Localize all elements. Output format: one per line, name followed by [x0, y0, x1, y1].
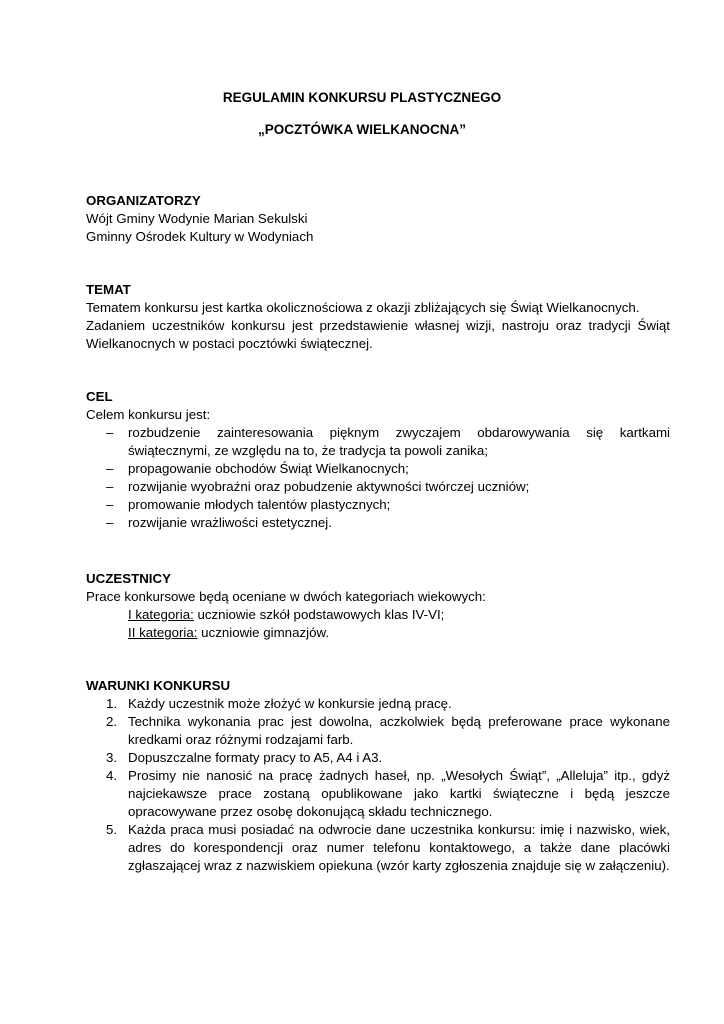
section-conditions: [86, 677, 670, 875]
list-item: [106, 695, 670, 713]
topic-text: Zadaniem uczestników konkursu jest przedstawienie własnej wizji, nastroju oraz tradycji Świąt Wielkanocnych w postaci pocztówki świątecznej.: [86, 318, 670, 351]
conditions-list: [86, 695, 670, 875]
participants-heading: UCZESTNICY: [86, 571, 171, 586]
category-2-label: II kategoria:: [128, 625, 198, 640]
document-subtitle: „POCZTÓWKA WIELKANOCNA”: [258, 122, 466, 137]
conditions-heading: WARUNKI KONKURSU: [86, 678, 231, 693]
item-number: 2.: [106, 714, 118, 729]
item-text: Technika wykonania prac jest dowolna, aczkolwiek będą preferowane prace wykonane kredkami oraz różnymi rodzajami farb.: [128, 714, 670, 747]
participants-intro: Prace konkursowe będą oceniane w dwóch kategoriach wiekowych:: [86, 589, 486, 604]
item-number: 1.: [106, 696, 118, 711]
category-1-text: uczniowie szkół podstawowych klas IV-VI;: [193, 607, 445, 622]
item-text: Każda praca musi posiadać na odwrocie dane uczestnika konkursu: imię i nazwisko, wiek, adres do korespondencji oraz numer telefonu kontaktowego, a także dane placówki zgłaszającej wraz z nazwiskiem opiekuna (wzór karty zgłoszenia znajduje się w załączeniu).: [128, 822, 670, 873]
list-item: – promowanie młodych talentów plastycznych;: [128, 496, 670, 514]
category-1-label: I kategoria:: [128, 607, 194, 622]
item-text: Każdy uczestnik może złożyć w konkursie jedną pracę.: [128, 696, 452, 711]
goal-intro: Celem konkursu jest:: [86, 407, 211, 422]
item-number: 4.: [106, 768, 118, 783]
list-item: – rozwijanie wyobraźni oraz pobudzenie aktywności twórczej uczniów;: [128, 478, 670, 496]
goal-list: [86, 424, 670, 532]
section-topic: [86, 281, 670, 353]
list-item: [106, 767, 670, 821]
list-item: – propagowanie obchodów Świąt Wielkanocnych;: [128, 460, 670, 478]
item-text: Dopuszczalne formaty pracy to A5, A4 i A3.: [128, 750, 383, 765]
organizer-line: Gminny Ośrodek Kultury w Wodyniach: [86, 229, 314, 244]
topic-heading: TEMAT: [86, 282, 131, 297]
item-text: Prosimy nie nanosić na pracę żadnych haseł, np. „Wesołych Świąt”, „Alleluja” itp., gdyż najciekawsze prace zostaną opublikowane jako kartki świąteczne i będą jeszcze opracowywane przez osobę dokonującą składu technicznego.: [128, 768, 670, 819]
category-2: [86, 624, 670, 642]
topic-text: Tematem konkursu jest kartka okolicznościowa z okazji zbliżających się Świąt Wielkanocnych.: [86, 300, 640, 315]
section-organizers: [86, 192, 670, 246]
goal-heading: CEL: [86, 389, 113, 404]
category-2-text: uczniowie gimnazjów.: [197, 625, 330, 640]
section-goal: [86, 388, 670, 532]
item-number: 5.: [106, 822, 118, 837]
list-item: [106, 821, 670, 875]
list-item: [106, 713, 670, 749]
document-title: REGULAMIN KONKURSU PLASTYCZNEGO: [222, 90, 502, 105]
organizer-line: Wójt Gminy Wodynie Marian Sekulski: [86, 211, 308, 226]
list-item: [106, 749, 670, 767]
list-item: – rozwijanie wrażliwości estetycznej.: [128, 514, 670, 532]
section-participants: [86, 570, 670, 642]
category-1: [86, 606, 670, 624]
item-number: 3.: [106, 750, 118, 765]
list-item: – rozbudzenie zainteresowania pięknym zwyczajem obdarowywania się kartkami świątecznymi, ze względu na to, że tradycja ta powoli zanika;: [128, 424, 670, 460]
organizers-heading: ORGANIZATORZY: [86, 193, 201, 208]
